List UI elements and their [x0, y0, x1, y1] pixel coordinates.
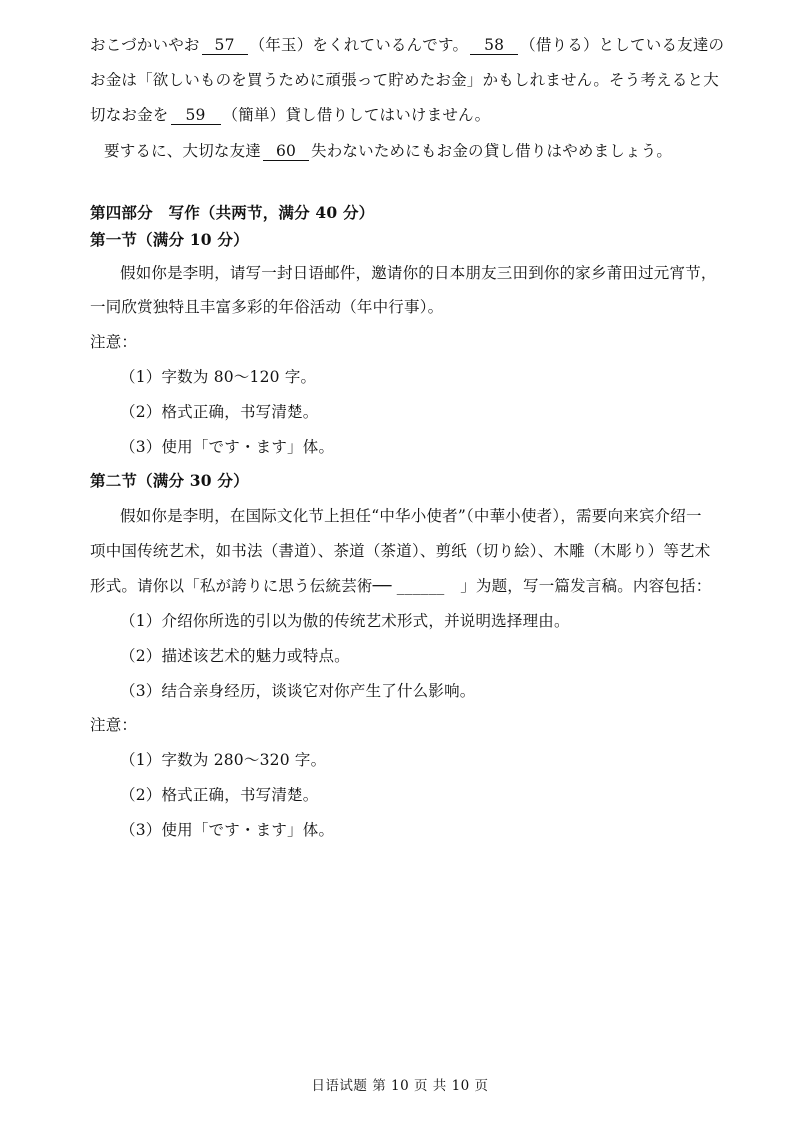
section2-prompt-line-1: 假如你是李明，在国际文化节上担任“中华小使者”（中華小使者），需要向来宾介绍一 — [120, 507, 702, 525]
blank-59: 59 — [171, 106, 221, 125]
section2-note-label: 注意： — [90, 716, 138, 734]
passage-text: 要するに、大切な友達 — [104, 142, 262, 160]
blank-58: 58 — [470, 36, 518, 55]
section2-note-1: （1）字数为 280～320 字。 — [120, 751, 327, 769]
part4-heading: 第四部分 写作（共两节，满分 40 分） — [90, 203, 375, 222]
section2-item-1: （1）介绍你所选的引以为傲的传统艺术形式，并说明选择理由。 — [120, 612, 570, 630]
section1-note-3: （3）使用「です・ます」体。 — [120, 438, 335, 456]
page-footer: 日语试题 第 10 页 共 10 页 — [311, 1078, 489, 1094]
passage-line-4 — [104, 140, 672, 162]
blank-57: 57 — [202, 36, 248, 55]
section1-prompt-line-2: 一同欣赏独特且丰富多彩的年俗活动（年中行事）。 — [90, 298, 444, 316]
section2-item-3: （3）结合亲身经历，谈谈它对你产生了什么影响。 — [120, 682, 476, 700]
passage-line-2: お金は「欲しいものを買うために頑張って貯めたお金」かもしれません。そう考えると大 — [90, 71, 719, 89]
section1-note-label: 注意： — [90, 333, 138, 351]
section2-prompt-line-3: 形式。请你以「私が誇りに思う伝統芸術── ______ 」为题，写一篇发言稿。内容包括： — [90, 577, 712, 595]
section1-prompt-line-1: 假如你是李明，请写一封日语邮件，邀请你的日本朋友三田到你的家乡莆田过元宵节， — [120, 264, 717, 282]
section1-note-1: （1）字数为 80～120 字。 — [120, 368, 317, 386]
passage-text: おこづかいやお — [90, 36, 200, 54]
passage-text: （借りる）としている友達の — [520, 36, 725, 54]
passage-line-3 — [90, 104, 490, 126]
section2-item-2: （2）描述该艺术的魅力或特点。 — [120, 647, 350, 665]
passage-line-1 — [90, 34, 724, 56]
section2-prompt-line-2: 项中国传统艺术，如书法（書道）、茶道（茶道）、剪纸（切り絵）、木雕（木彫り）等艺术 — [90, 542, 711, 560]
section2-heading: 第二节（满分 30 分） — [90, 471, 249, 490]
passage-text: 失わないためにもお金の貸し借りはやめましょう。 — [311, 142, 673, 160]
passage-text: 切なお金を — [90, 106, 169, 124]
section1-heading: 第一节（满分 10 分） — [90, 230, 249, 249]
passage-text: （簡単）貸し借りしてはいけません。 — [222, 106, 491, 124]
section1-note-2: （2）格式正确，书写清楚。 — [120, 403, 319, 421]
passage-text: （年玉）をくれているんです。 — [249, 36, 469, 54]
section2-note-3: （3）使用「です・ます」体。 — [120, 821, 335, 839]
section2-note-2: （2）格式正确，书写清楚。 — [120, 786, 319, 804]
blank-60: 60 — [263, 142, 309, 161]
